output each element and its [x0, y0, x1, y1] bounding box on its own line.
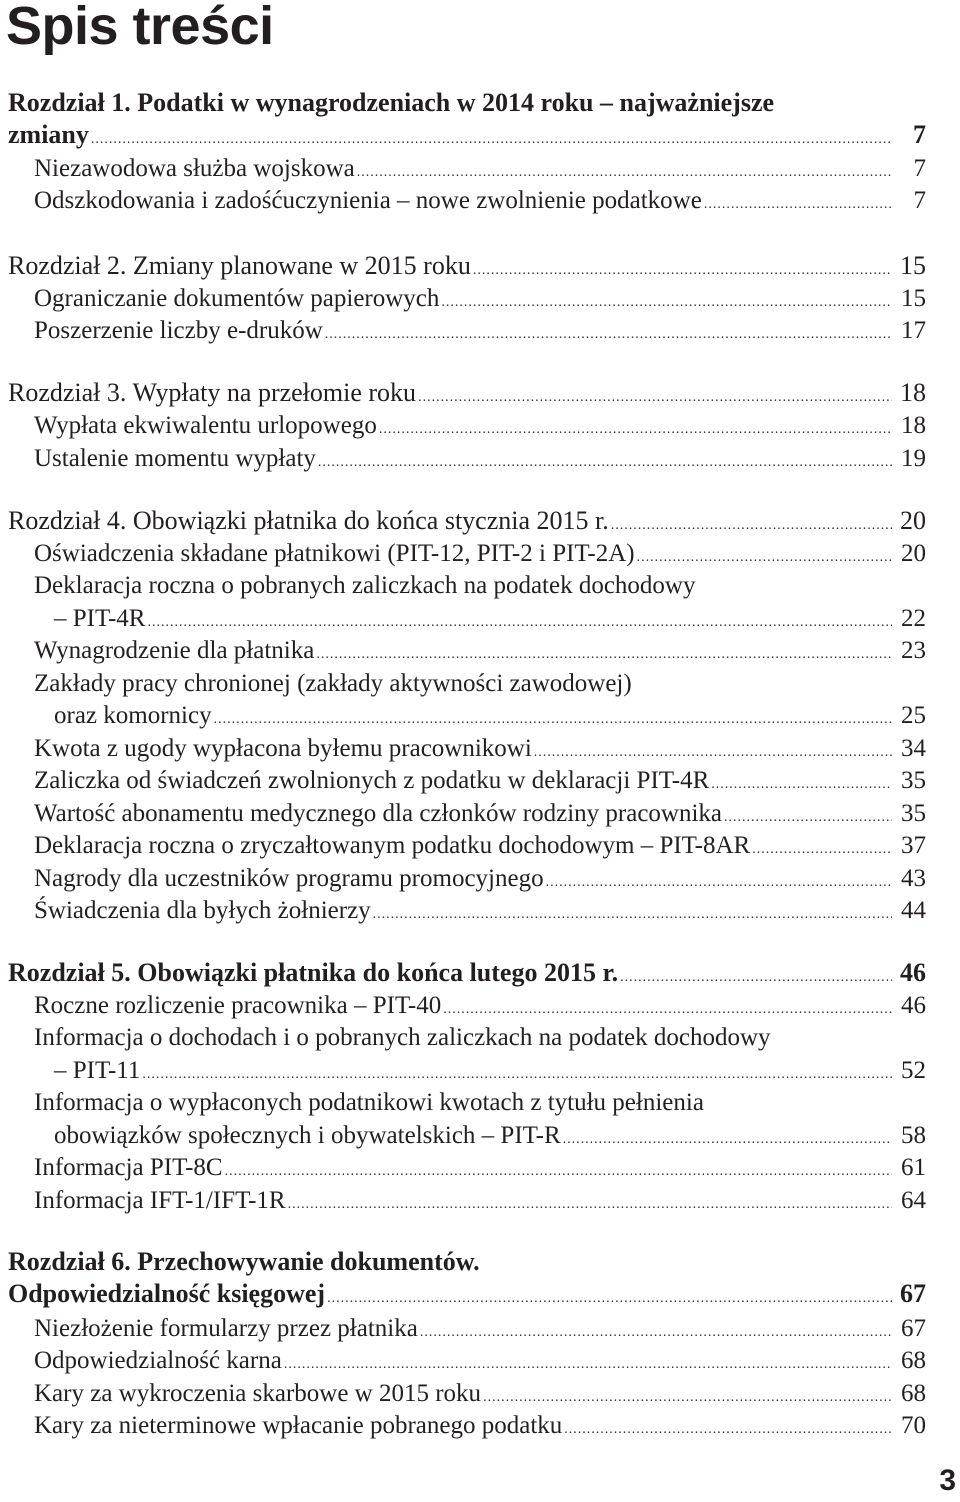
toc-entry-label: – PIT-11	[54, 1057, 141, 1084]
toc-entry-label: Ograniczanie dokumentów papierowych	[34, 285, 440, 312]
toc-chapter-1[interactable]	[8, 119, 926, 151]
toc-page-number: 20	[901, 540, 926, 567]
toc-section[interactable]	[34, 185, 926, 217]
toc-section[interactable]	[34, 1313, 926, 1345]
toc-section[interactable]	[34, 1087, 904, 1119]
toc-entry-label: zmiany	[8, 120, 89, 149]
toc-entry-label: oraz komornicy	[54, 702, 212, 729]
toc-section[interactable]	[34, 798, 926, 830]
toc-chapter-5[interactable]	[8, 957, 926, 989]
dot-leader	[288, 1189, 892, 1221]
toc-entry-label: Odpowiedzialność księgowej	[8, 1279, 326, 1308]
toc-section[interactable]	[34, 863, 926, 895]
toc-page-number: 52	[901, 1057, 926, 1084]
dot-leader	[318, 447, 892, 479]
toc-chapter-4[interactable]	[8, 505, 926, 537]
toc-entry-label: Informacja PIT-8C	[34, 1154, 223, 1181]
toc-page-number: 19	[901, 445, 926, 472]
toc-page-number: 15	[900, 251, 926, 280]
page-number: 3	[939, 1464, 956, 1497]
dot-leader	[327, 1283, 892, 1315]
toc-entry-label: Kwota z ugody wypłacona byłemu pracownikowi	[34, 735, 532, 762]
toc-page-number: 17	[901, 317, 926, 344]
toc-page-number: 64	[901, 1187, 926, 1214]
toc-page-number: 18	[900, 378, 926, 407]
toc-entry-label: Odpowiedzialność karna	[34, 1347, 282, 1374]
toc-entry-label: Informacja o dochodach i o pobranych zaliczkach na podatek dochodowy	[34, 1024, 771, 1051]
toc-page-number: 58	[901, 1122, 926, 1149]
toc-section[interactable]	[54, 603, 926, 635]
dot-leader	[325, 319, 892, 351]
toc-entry-label: Odszkodowania i zadośćuczynienia – nowe zwolnienie podatkowe	[34, 187, 702, 214]
toc-page-number: 43	[901, 865, 926, 892]
toc-section[interactable]	[34, 1152, 926, 1184]
dot-leader	[564, 1414, 892, 1446]
dot-leader	[91, 124, 892, 156]
toc-page-number: 37	[901, 832, 926, 859]
toc-entry-label: Rozdział 4. Obowiązki płatnika do końca stycznia 2015 r.	[8, 506, 609, 535]
toc-chapter-2[interactable]	[8, 250, 926, 282]
toc-page-number: 20	[900, 506, 926, 535]
toc-entry-label: Informacja IFT-1/IFT-1R	[34, 1187, 286, 1214]
toc-page-number: 61	[901, 1154, 926, 1181]
toc-entry-label: Rozdział 1. Podatki w wynagrodzeniach w 2014 roku – najważniejsze	[8, 88, 775, 117]
toc-entry-label: Kary za nieterminowe wpłacanie pobranego podatku	[34, 1412, 563, 1439]
dot-leader	[316, 639, 892, 671]
toc-page-number: 70	[901, 1412, 926, 1439]
toc-section[interactable]	[34, 830, 926, 862]
toc-entry-label: Roczne rozliczenie pracownika – PIT-40	[34, 992, 442, 1019]
toc-section[interactable]	[54, 1120, 926, 1152]
toc-page-number: 35	[901, 767, 926, 794]
toc-entry-label: Rozdział 6. Przechowywanie dokumentów.	[8, 1247, 480, 1276]
toc-entry-label: Niezłożenie formularzy przez płatnika	[34, 1315, 418, 1342]
toc-entry-label: Rozdział 5. Obowiązki płatnika do końca lutego 2015 r.	[8, 958, 619, 987]
toc-entry-label: Ustalenie momentu wypłaty	[34, 445, 316, 472]
dot-leader	[225, 1156, 892, 1188]
toc-section[interactable]	[34, 283, 926, 315]
toc-entry-label: Informacja o wypłaconych podatnikowi kwotach z tytułu pełnienia	[34, 1089, 704, 1116]
toc-section[interactable]	[34, 733, 926, 765]
dot-leader	[214, 704, 892, 736]
toc-section[interactable]	[34, 1345, 926, 1377]
toc-page-number: 46	[900, 958, 926, 987]
toc-page-number: 22	[901, 605, 926, 632]
toc-section[interactable]	[34, 635, 926, 667]
toc-page-number: 7	[913, 155, 926, 182]
toc-entry-label: obowiązków społecznych i obywatelskich – PIT-R	[54, 1122, 561, 1149]
toc-page-number: 25	[901, 702, 926, 729]
toc-entry-label: Świadczenia dla byłych żołnierzy	[34, 897, 371, 924]
toc-section[interactable]	[34, 1185, 926, 1217]
toc-page-number: 46	[901, 992, 926, 1019]
toc-section[interactable]	[34, 538, 926, 570]
toc-page-number: 7	[913, 120, 926, 149]
toc-entry-label: Nagrody dla uczestników programu promocyjnego	[34, 865, 544, 892]
toc-chapter-6[interactable]	[8, 1278, 926, 1310]
toc-page-number: 35	[901, 800, 926, 827]
toc-page-number: 67	[901, 1315, 926, 1342]
toc-page-number: 68	[901, 1380, 926, 1407]
toc-entry-label: Niezawodowa służba wojskowa	[34, 155, 355, 182]
toc-section[interactable]	[34, 1378, 926, 1410]
toc-entry-label: Zaliczka od świadczeń zwolnionych z podatku w deklaracji PIT-4R	[34, 767, 710, 794]
toc-page-number: 15	[901, 285, 926, 312]
toc-page-number: 34	[901, 735, 926, 762]
toc-page-number: 67	[900, 1279, 926, 1308]
toc-page-number: 18	[901, 412, 926, 439]
toc-page-number: 23	[901, 637, 926, 664]
toc-section[interactable]	[34, 443, 926, 475]
toc-section[interactable]	[34, 315, 926, 347]
toc-entry-label: Deklaracja roczna o pobranych zaliczkach na podatek dochodowy	[34, 572, 696, 599]
toc-chapter-3[interactable]	[8, 377, 926, 409]
toc-entry-label: Poszerzenie liczby e-druków	[34, 317, 323, 344]
toc-entry-label: Rozdział 2. Zmiany planowane w 2015 roku	[8, 251, 471, 280]
toc-entry-label: Wartość abonamentu medycznego dla członków rodziny pracownika	[34, 800, 723, 827]
dot-leader	[704, 189, 892, 221]
dot-leader	[373, 899, 892, 931]
toc-section[interactable]	[34, 1410, 926, 1442]
toc-page-number: 68	[901, 1347, 926, 1374]
toc-section[interactable]	[34, 570, 904, 602]
dot-leader	[752, 834, 892, 866]
toc-section[interactable]	[34, 1022, 904, 1054]
toc-entry-label: Oświadczenia składane płatnikowi (PIT-12, PIT-2 i PIT-2A)	[34, 540, 635, 567]
toc-page-number: 44	[901, 897, 926, 924]
dot-leader	[711, 769, 892, 801]
toc-chapter-6-heading[interactable]	[8, 1246, 878, 1278]
toc-entry-label: Deklaracja roczna o zryczałtowanym podatku dochodowym – PIT-8AR	[34, 832, 751, 859]
toc-section[interactable]	[34, 990, 926, 1022]
toc-section[interactable]	[54, 1055, 926, 1087]
toc-entry-label: Wynagrodzenie dla płatnika	[34, 637, 315, 664]
toc-section[interactable]	[54, 700, 926, 732]
toc-entry-label: – PIT-4R	[54, 605, 146, 632]
toc-entry-label: Kary za wykroczenia skarbowe w 2015 roku	[34, 1380, 482, 1407]
toc-entry-label: Wypłata ekwiwalentu urlopowego	[34, 412, 377, 439]
toc-entry-label: Rozdział 3. Wypłaty na przełomie roku	[8, 378, 417, 407]
dot-leader	[379, 414, 892, 446]
toc-entry-label: Zakłady pracy chronionej (zakłady aktywności zawodowej)	[34, 670, 632, 697]
toc-section[interactable]	[34, 895, 926, 927]
toc-section[interactable]	[34, 153, 926, 185]
page-title: Spis treści	[6, 0, 274, 56]
toc-section[interactable]	[34, 410, 926, 442]
dot-leader	[284, 1349, 892, 1381]
toc-section[interactable]	[34, 668, 904, 700]
toc-page-number: 7	[913, 187, 926, 214]
toc-section[interactable]	[34, 765, 926, 797]
toc-chapter-1-heading[interactable]	[8, 87, 878, 119]
